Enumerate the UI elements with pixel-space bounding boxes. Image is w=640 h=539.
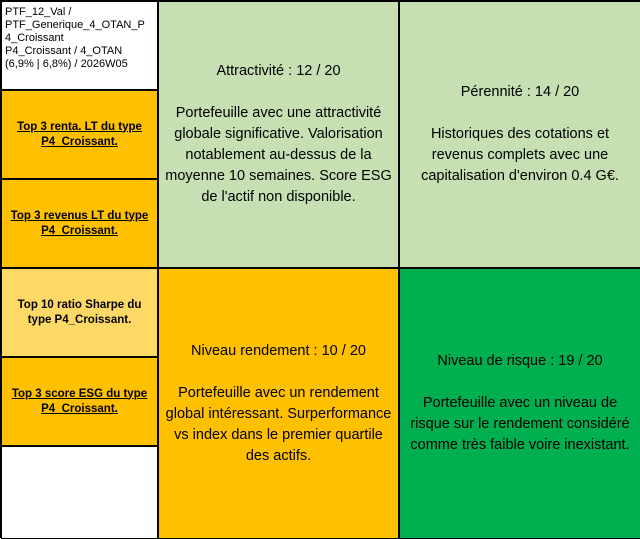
- perennite-panel: [399, 1, 640, 268]
- top10-sharpe-label: Top 10 ratio Sharpe du type P4_Croissant.: [17, 298, 142, 326]
- top3-renta-link[interactable]: [1, 90, 158, 179]
- attractivite-title: Attractivité : 12 / 20: [216, 63, 341, 79]
- top10-sharpe-cell: [1, 268, 158, 357]
- rendement-panel: [158, 268, 399, 539]
- top3-revenus-label[interactable]: Top 3 revenus LT du type P4_Croissant.: [10, 209, 149, 237]
- top3-esg-label[interactable]: Top 3 score ESG du type P4_Croissant.: [11, 387, 148, 415]
- top3-renta-label[interactable]: Top 3 renta. LT du type P4_Croissant.: [17, 120, 142, 148]
- top3-esg-link[interactable]: [1, 357, 158, 446]
- risque-description: Portefeuille avec un niveau de risque sur le rendement considéré comme très faible voire inexistant.: [410, 395, 630, 453]
- top3-revenus-link[interactable]: [1, 179, 158, 268]
- rendement-description: Portefeuille avec un rendement global intéressant. Surperformance vs index dans le premier quartile des actifs.: [165, 384, 392, 464]
- rendement-title: Niveau rendement : 10 / 20: [191, 342, 366, 359]
- empty-cell: [1, 446, 158, 539]
- risque-title: Niveau de risque : 19 / 20: [437, 353, 603, 369]
- risque-panel: [399, 268, 640, 539]
- perennite-title: Pérennité : 14 / 20: [460, 84, 580, 100]
- perennite-description: Historiques des cotations et revenus complets avec une capitalisation d'environ 0.4 G€.: [421, 126, 619, 184]
- attractivite-panel: [158, 1, 399, 268]
- attractivite-description: Portefeuille avec une attractivité globale significative. Valorisation notablement au-dessus de la moyenne 10 semaines. Score ESG de l'actif non disponible.: [165, 105, 392, 205]
- portfolio-header: PTF_12_Val / PTF_Generique_4_OTAN_P 4_Croissant P4_Croissant / 4_OTAN (6,9% | 6,8%) / 2026W05: [1, 1, 158, 90]
